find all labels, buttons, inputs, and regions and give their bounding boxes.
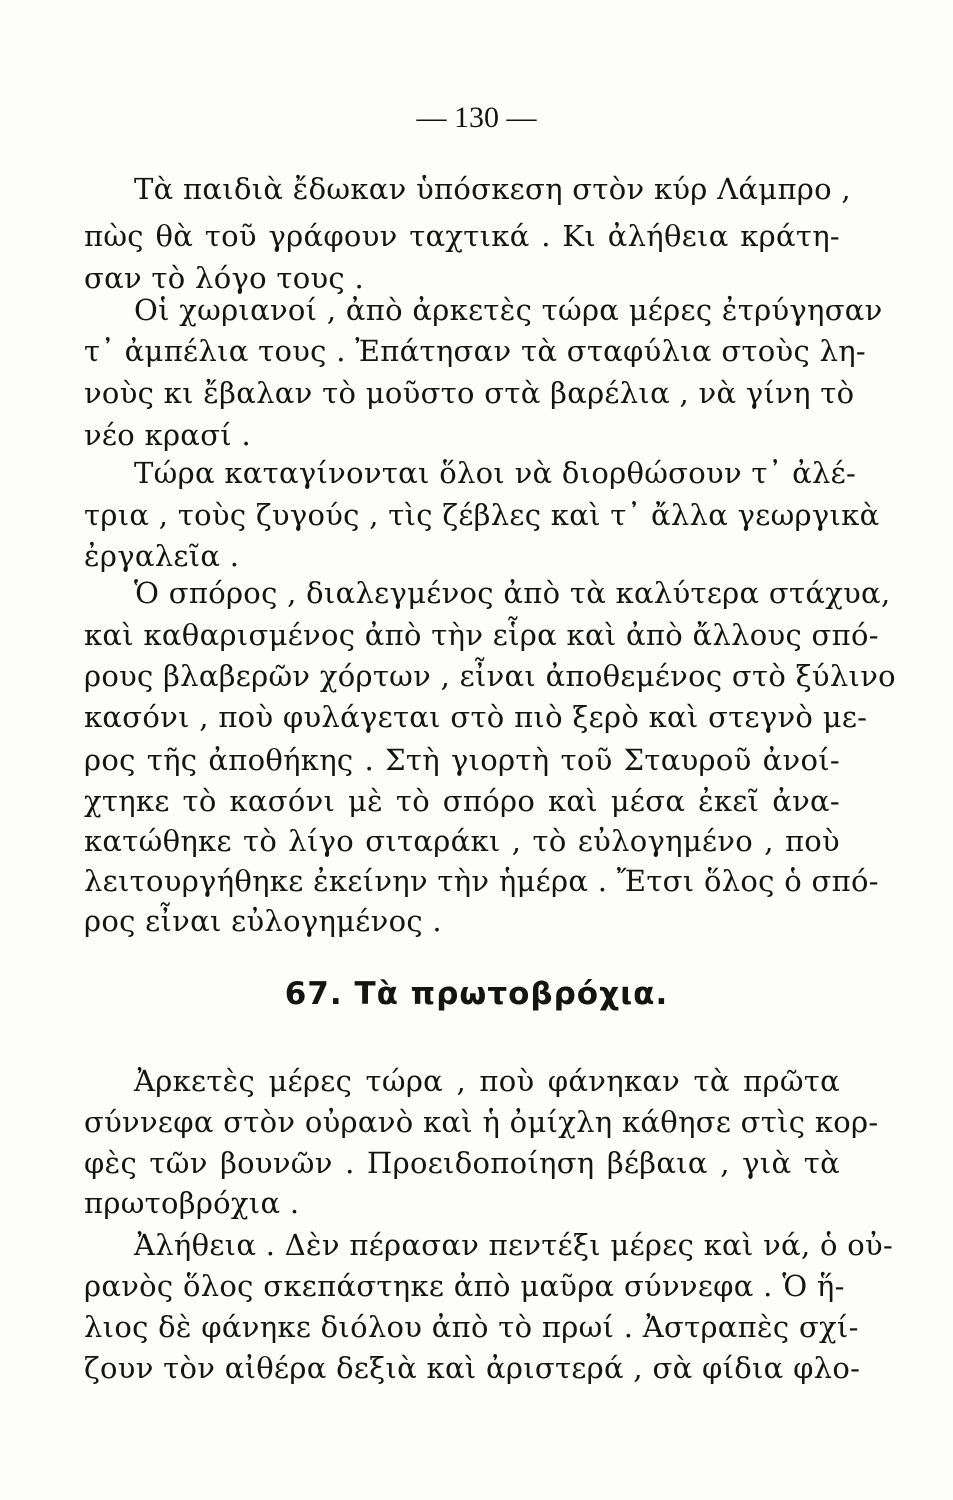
- text-line: ζουν τὸν αἰθέρα δεξιὰ καὶ ἀριστερά , σὰ φίδια φλο-: [84, 1351, 861, 1385]
- text-line: τρια , τοὺς ζυγούς , τὶς ζέβλες καὶ τ᾽ ἄλλα γεωργικὰ: [84, 498, 880, 532]
- text-line: σύννεφα στὸν οὐρανὸ καὶ ἡ ὀμίχλη κάθησε στὶς κορ-: [84, 1105, 879, 1139]
- section-heading: 67. Τὰ πρωτοβρόχια.: [284, 976, 669, 1012]
- text-line: ἐργαλεῖα .: [84, 539, 240, 573]
- text-line: ρος τῆς ἀποθήκης . Στὴ γιορτὴ τοῦ Σταυροῦ ἀνοί-: [84, 743, 840, 777]
- text-line: Τὰ παιδιὰ ἔδωκαν ὑπόσκεση στὸν κύρ Λάμπρο ,: [134, 172, 851, 206]
- text-line: ρους βλαβερῶν χόρτων , εἶναι ἀποθεμένος στὸ ξύλινο: [84, 659, 896, 693]
- text-line: ρανὸς ὅλος σκεπάστηκε ἀπὸ μαῦρα σύννεφα . Ὁ ἥ-: [84, 1269, 845, 1303]
- text-line: νέο κρασί .: [84, 418, 251, 452]
- text-line: πὼς θὰ τοῦ γράφουν ταχτικά . Κι ἀλήθεια κράτη-: [84, 219, 840, 253]
- text-line: πρωτοβρόχια .: [84, 1186, 300, 1220]
- text-line: νοὺς κι ἔβαλαν τὸ μοῦστο στὰ βαρέλια , νὰ γίνη τὸ: [84, 376, 855, 410]
- text-line: Οἱ χωριανοί , ἀπὸ ἀρκετὲς τώρα μέρες ἐτρύγησαν: [134, 293, 883, 327]
- text-line: καὶ καθαρισμένος ἀπὸ τὴν εἷρα καὶ ἀπὸ ἄλλους σπό-: [84, 618, 879, 652]
- text-line: Ἀρκετὲς μέρες τώρα , ποὺ φάνηκαν τὰ πρῶτα: [134, 1064, 840, 1098]
- text-line: λιος δὲ φάνηκε διόλου ἀπὸ τὸ πρωί . Ἀστραπὲς σχί-: [84, 1310, 859, 1344]
- text-line: φὲς τῶν βουνῶν . Προειδοποίηση βέβαια , γιὰ τὰ: [84, 1146, 840, 1180]
- text-line: κασόνι , ποὺ φυλάγεται στὸ πιὸ ξερὸ καὶ στεγνὸ με-: [84, 700, 868, 734]
- text-line: λειτουργήθηκε ἐκείνην τὴν ἡμέρα . Ἔτσι ὅλος ὁ σπό-: [84, 864, 879, 898]
- text-line: σαν τὸ λόγο τους .: [84, 261, 365, 295]
- text-line: τ᾽ ἀμπέλια τους . Ἐπάτησαν τὰ σταφύλια στοὺς λη-: [84, 334, 866, 368]
- text-line: Ἀλήθεια . Δὲν πέρασαν πεντέξι μέρες καὶ νά, ὁ οὐ-: [134, 1228, 894, 1262]
- text-line: ρος εἶναι εὐλογημένος .: [84, 904, 442, 938]
- page-number: — 130 —: [416, 101, 537, 134]
- text-line: χτηκε τὸ κασόνι μὲ τὸ σπόρο καὶ μέσα ἐκεῖ ἀνα-: [84, 784, 840, 818]
- text-line: Ὁ σπόρος , διαλεγμένος ἀπὸ τὰ καλύτερα στάχυα,: [134, 576, 891, 610]
- text-line: Τώρα καταγίνονται ὅλοι νὰ διορθώσουν τ᾽ ἀλέ-: [134, 456, 857, 490]
- text-line: κατώθηκε τὸ λίγο σιταράκι , τὸ εὐλογημένο , ποὺ: [84, 824, 840, 858]
